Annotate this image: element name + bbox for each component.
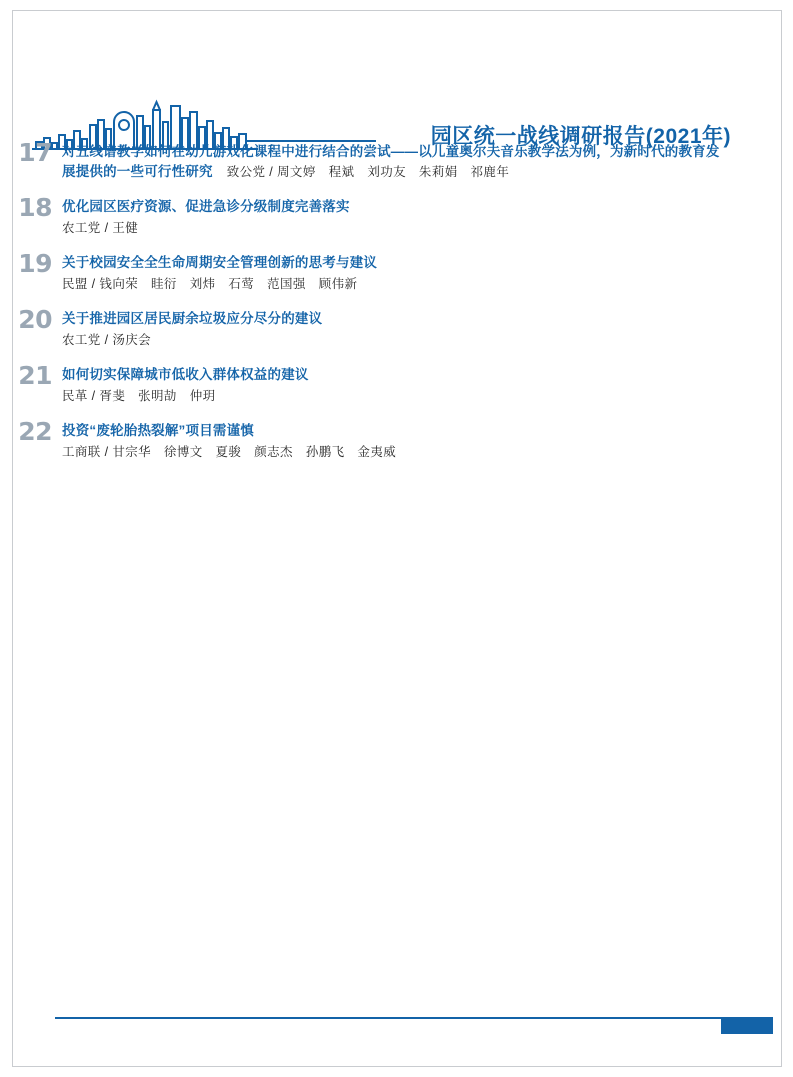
- toc-entry-body: [62, 140, 731, 182]
- page-border-top: [12, 10, 782, 11]
- toc-entry-title[interactable]: 如何切实保障城市低收入群体权益的建议: [62, 367, 309, 382]
- toc-entry-body: [62, 307, 731, 350]
- toc-entry-number: 21: [18, 361, 52, 390]
- page-header: [0, 48, 793, 148]
- toc-entry-title[interactable]: 关于校园安全全生命周期安全管理创新的思考与建议: [62, 255, 378, 270]
- page-border-bottom: [12, 1066, 782, 1067]
- toc-entry-body: [62, 363, 731, 406]
- page-title: 园区统一战线调研报告(2021年): [430, 125, 731, 148]
- toc-entry-title[interactable]: 投资“废轮胎热裂解”项目需谨慎: [62, 423, 254, 438]
- toc-entry-authors: 农工党 / 王健: [62, 221, 139, 235]
- list-item[interactable]: [0, 140, 793, 182]
- toc-entry-number: 20: [18, 305, 52, 334]
- list-item[interactable]: [0, 307, 793, 350]
- footer-accent-block: [721, 1017, 773, 1034]
- list-item[interactable]: [0, 363, 793, 406]
- toc-entry-title[interactable]: [62, 142, 731, 182]
- toc-entry-authors: 民盟 / 钱向荣 眭衍 刘炜 石莺 范国强 顾伟新: [62, 277, 358, 291]
- toc-entry-number: 19: [18, 249, 52, 278]
- toc-entry-title[interactable]: 优化园区医疗资源、促进急诊分级制度完善落实: [62, 199, 350, 214]
- toc-entry-authors: 民革 / 胥斐 张明劼 仲玥: [62, 389, 216, 403]
- toc-entry-title-text: 对五线谱教学如何在幼儿游戏化课程中进行结合的尝试——以儿童奥尔夫音乐教学法为例，为新时代的教育发展提供的一些可行性研究: [62, 144, 720, 179]
- toc-entry-number: 18: [18, 193, 52, 222]
- toc-entry-title[interactable]: 关于推进园区居民厨余垃圾应分尽分的建议: [62, 311, 323, 326]
- toc-entry-number: 22: [18, 417, 52, 446]
- toc-entry-body: [62, 419, 731, 462]
- toc-entry-number: 17: [18, 138, 52, 167]
- toc-entry-authors: 工商联 / 甘宗华 徐博文 夏骏 颜志杰 孙鹏飞 金夷威: [62, 445, 397, 459]
- table-of-contents: [0, 140, 793, 475]
- toc-entry-body: [62, 195, 731, 238]
- list-item[interactable]: [0, 419, 793, 462]
- list-item[interactable]: [0, 251, 793, 294]
- footer-divider-line: [55, 1017, 738, 1019]
- list-item[interactable]: [0, 195, 793, 238]
- toc-entry-authors: 致公党 / 周文婷 程斌 刘功友 朱莉娟 祁鹿年: [226, 165, 510, 179]
- toc-entry-body: [62, 251, 731, 294]
- toc-entry-authors: 农工党 / 汤庆会: [62, 333, 152, 347]
